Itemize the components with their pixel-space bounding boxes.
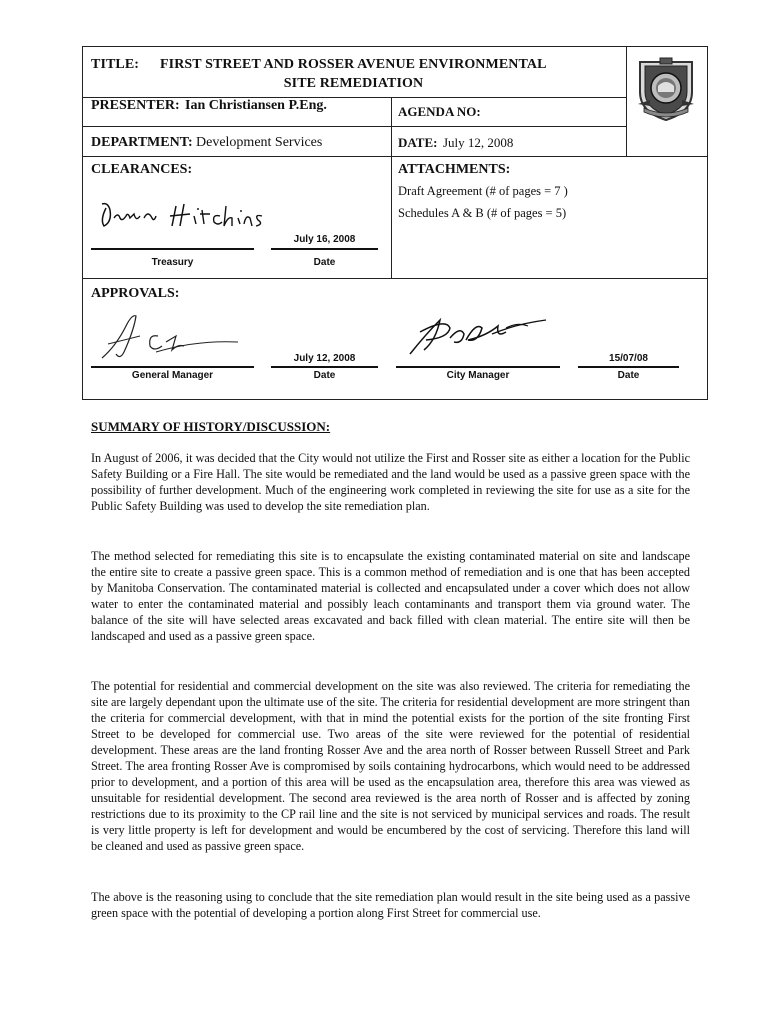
attachments-label: ATTACHMENTS: (398, 162, 511, 177)
summary-paragraph: The potential for residential and commercial development on the site was also reviewed. The criteria for remediating the site are largely dependant upon the ultimate use of the site. The criteria for residential development are more stringent than the criteria for commercial development, with that in mind the potential exists for the portion of the site fronting First Street to be developed for commercial use. Two areas of the site were reviewed for the potential of residential development. These areas are the land fronting Rosser Ave and the area north of Rosser between Russell Street and Park Street. The area fronting Rosser Ave is compromised by soils containing hydrocarbons, which would need to be addressed prior to development, and a portion of this area will be used as the encapsulation area, therefore this area was viewed as unsuitable for residential development. The second area reviewed is the area north of Rosser and is affected by zoning restrictions due to its proximity to the CP rail line and the site is not serviced by municipal services and roads. The result is very little property is left for development and would be encumbered by the cost of servicing. Therefore this land will be cleaned and used as passive green space. (91, 679, 690, 853)
general-manager-role: General Manager (131, 370, 214, 381)
city-manager-role: City Manager (446, 370, 510, 381)
general-manager-signature (96, 306, 246, 364)
city-manager-signature (406, 314, 556, 358)
date-value: July 12, 2008 (443, 135, 514, 150)
clearances-label: CLEARANCES: (91, 162, 193, 177)
summary-paragraph: The above is the reasoning using to conclude that the site remediation plan would result in the site being used as a passive green space with the potential of developing a portion along First Street for commercial use. (91, 890, 690, 920)
clearance-date-label: Date (313, 257, 336, 268)
clearance-date: July 16, 2008 (293, 234, 356, 245)
city-crest-icon (630, 52, 702, 124)
general-manager-date: July 12, 2008 (293, 353, 356, 364)
agenda-label: AGENDA NO: (398, 104, 481, 119)
date-label: DATE: (398, 135, 438, 150)
city-manager-date-label: Date (617, 370, 640, 381)
clearance-role: Treasury (151, 257, 194, 268)
attachment-item: Schedules A & B (# of pages = 5) (398, 206, 567, 220)
attachment-item: Draft Agreement (# of pages = 7 ) (398, 184, 568, 198)
presenter-value: Ian Christiansen P.Eng. (185, 98, 327, 113)
department-label: DEPARTMENT: (91, 135, 193, 150)
summary-paragraph: In August of 2006, it was decided that the City would not utilize the First and Rosser site as either a location for the Public Safety Building or a Fire Hall. The site would be remediated and the land would be used as a passive green space with the possibility of further development. Much of the engineering work completed in reviewing the site for use as a site for the Public Safety Building was used to develop the site remediation plan. (91, 451, 690, 513)
department-value: Development Services (196, 135, 323, 150)
city-manager-date: 15/07/08 (609, 353, 648, 364)
summary-paragraph: The method selected for remediating this site is to encapsulate the existing contaminated material on site and landscape the entire site to create a passive green space. This is a common method of remediation and is one that has been accepted by Manitoba Conservation. The contaminated material is collected and encapsulated under a cover which does not allow water to enter the contaminated material and possibly leach contaminants and transport them via ground water. The balance of the site will have selected areas excavated and back filled with clean material. The entire site will then be landscaped and used as a passive green space. (91, 549, 690, 643)
approvals-label: APPROVALS: (91, 286, 180, 301)
treasury-signature (98, 196, 268, 232)
presenter-label: PRESENTER: (91, 98, 180, 113)
general-manager-date-label: Date (313, 370, 336, 381)
summary-heading: SUMMARY OF HISTORY/DISCUSSION: (91, 419, 331, 434)
title-line-1: FIRST STREET AND ROSSER AVENUE ENVIRONMENTAL (160, 57, 547, 72)
title-label: TITLE: (91, 57, 140, 72)
title-line-2: SITE REMEDIATION (283, 76, 424, 91)
